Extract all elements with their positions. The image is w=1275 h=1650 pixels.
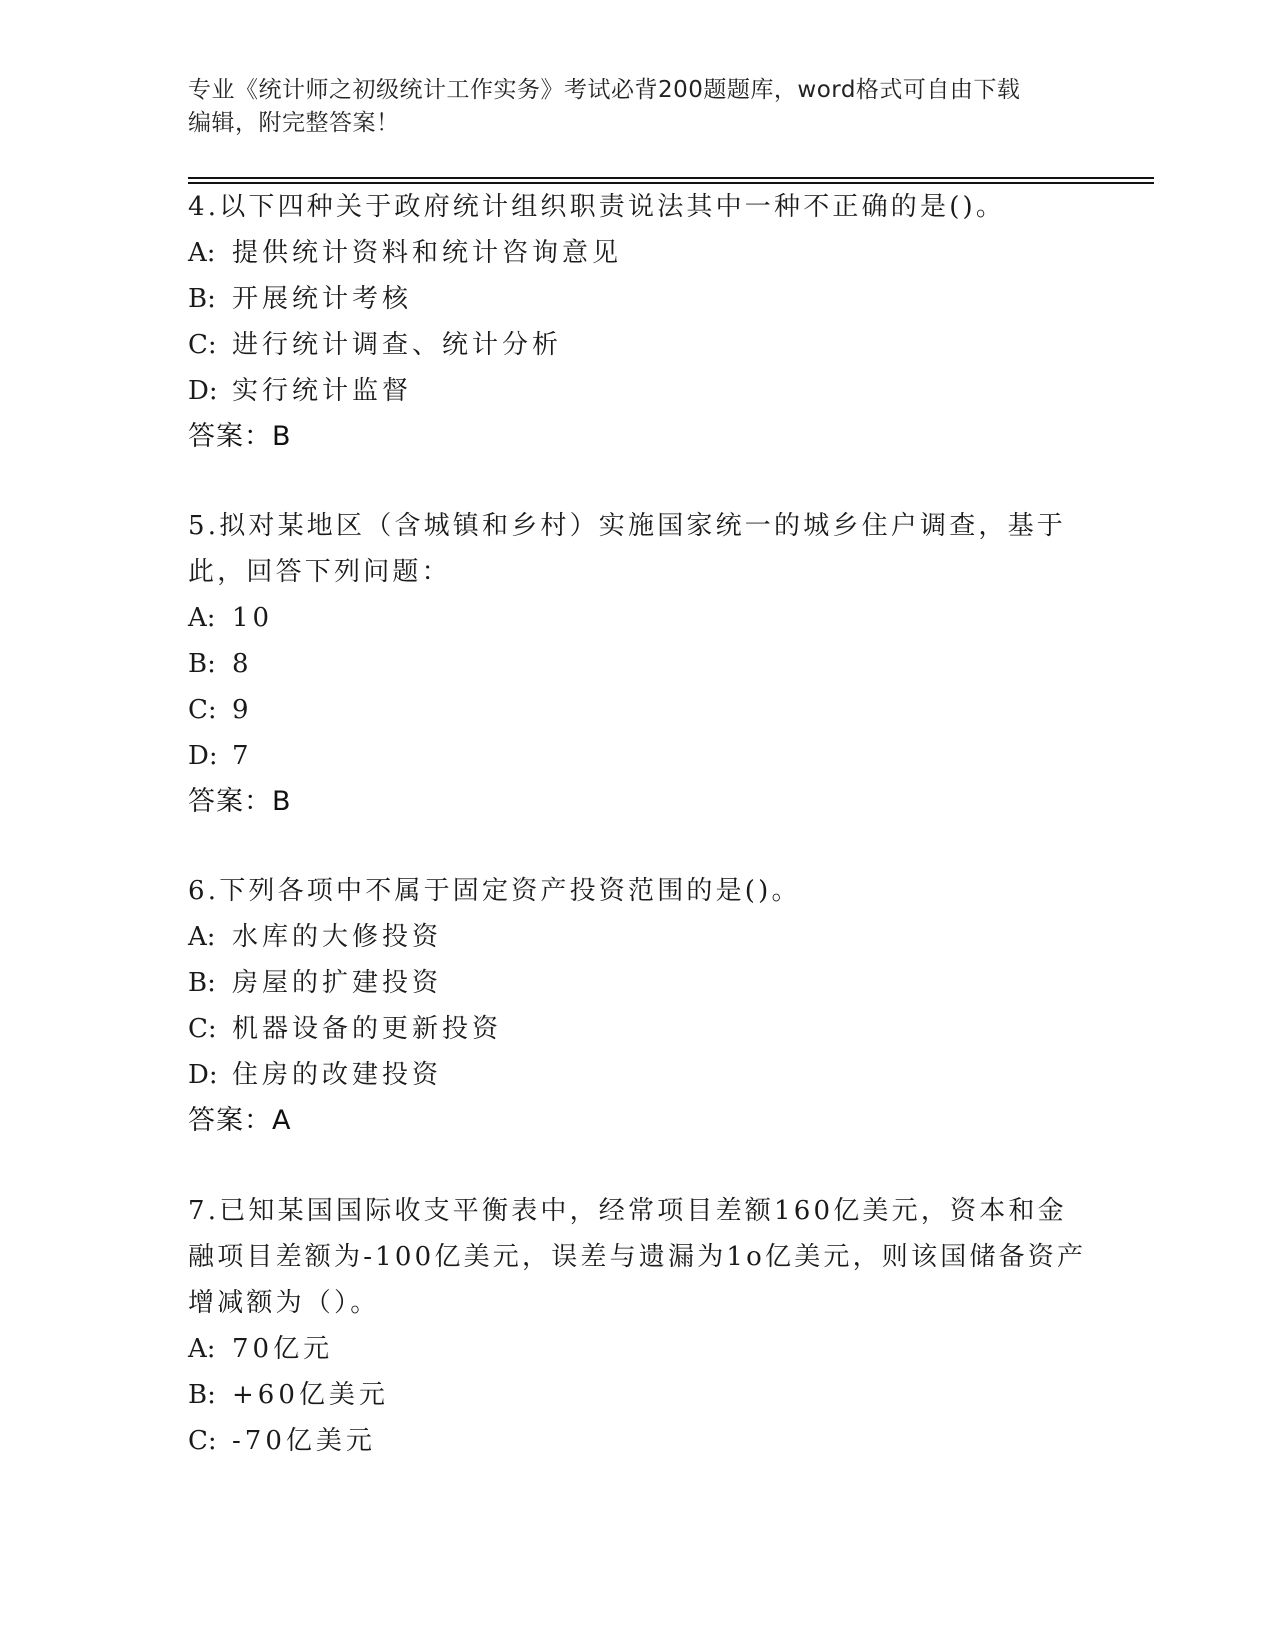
stem-line: 增减额为（）。	[188, 1288, 380, 1318]
option-label: A:	[188, 922, 216, 952]
option-text: 70亿元	[232, 1334, 334, 1364]
option-b	[188, 960, 1088, 1006]
stem-line: 6.下列各项中不属于固定资产投资范围的是()。	[188, 876, 801, 906]
question-6	[188, 868, 1088, 1144]
option-label: D:	[188, 1060, 218, 1090]
option-label: A:	[188, 603, 216, 633]
option-text: 住房的改建投资	[232, 1060, 443, 1090]
option-text: 8	[232, 649, 253, 679]
option-text: 房屋的扩建投资	[232, 968, 443, 998]
option-text: 水库的大修投资	[232, 922, 443, 952]
option-a	[188, 595, 1088, 641]
option-c	[188, 687, 1088, 733]
option-a	[188, 914, 1088, 960]
option-text: 9	[232, 695, 253, 725]
option-label: D:	[188, 741, 218, 771]
option-label: D:	[188, 376, 218, 406]
option-label: A:	[188, 238, 216, 268]
option-text: +60亿美元	[232, 1380, 389, 1410]
option-label: B:	[188, 1380, 216, 1410]
stem-line: 4.以下四种关于政府统计组织职责说法其中一种不正确的是()。	[188, 192, 1006, 222]
option-text: 提供统计资料和统计咨询意见	[232, 238, 623, 268]
question-stem	[188, 1188, 1088, 1326]
header-line-2: 编辑，附完整答案！	[188, 110, 400, 136]
option-text: 10	[232, 603, 274, 633]
option-label: C:	[188, 330, 217, 360]
option-label: C:	[188, 695, 217, 725]
option-text: 机器设备的更新投资	[232, 1014, 503, 1044]
option-b	[188, 641, 1088, 687]
document-header	[188, 74, 1088, 140]
option-text: 7	[232, 741, 253, 771]
question-5	[188, 503, 1088, 825]
option-c	[188, 1006, 1088, 1052]
option-b	[188, 1372, 1088, 1418]
option-c	[188, 322, 1088, 368]
option-label: B:	[188, 284, 216, 314]
header-divider-top	[188, 177, 1154, 179]
answer-label: 答案：B	[188, 421, 292, 452]
option-d	[188, 1052, 1088, 1098]
option-text: -70亿美元	[232, 1426, 376, 1456]
option-b	[188, 276, 1088, 322]
stem-line: 7.已知某国国际收支平衡表中，经常项目差额160亿美元，资本和金	[188, 1196, 1067, 1226]
option-label: C:	[188, 1426, 217, 1456]
option-label: C:	[188, 1014, 217, 1044]
answer-label: 答案：A	[188, 1105, 292, 1136]
option-a	[188, 1326, 1088, 1372]
stem-line: 5.拟对某地区（含城镇和乡村）实施国家统一的城乡住户调查，基于	[188, 511, 1067, 541]
question-7	[188, 1188, 1088, 1464]
option-c	[188, 1418, 1088, 1464]
stem-line: 融项目差额为-100亿美元，误差与遗漏为1o亿美元，则该国储备资产	[188, 1242, 1087, 1272]
option-d	[188, 368, 1088, 414]
header-line-1: 专业《统计师之初级统计工作实务》考试必背200题题库，word格式可自由下载	[188, 77, 1021, 103]
question-stem	[188, 184, 1088, 230]
option-a	[188, 230, 1088, 276]
option-label: B:	[188, 649, 216, 679]
option-text: 进行统计调查、统计分析	[232, 330, 563, 360]
option-label: B:	[188, 968, 216, 998]
stem-line: 此，回答下列问题：	[188, 557, 451, 587]
option-d	[188, 733, 1088, 779]
answer-label: 答案：B	[188, 786, 292, 817]
option-text: 实行统计监督	[232, 376, 413, 406]
option-text: 开展统计考核	[232, 284, 413, 314]
question-stem	[188, 868, 1088, 914]
question-4	[188, 184, 1088, 460]
question-stem	[188, 503, 1088, 595]
option-label: A:	[188, 1334, 216, 1364]
